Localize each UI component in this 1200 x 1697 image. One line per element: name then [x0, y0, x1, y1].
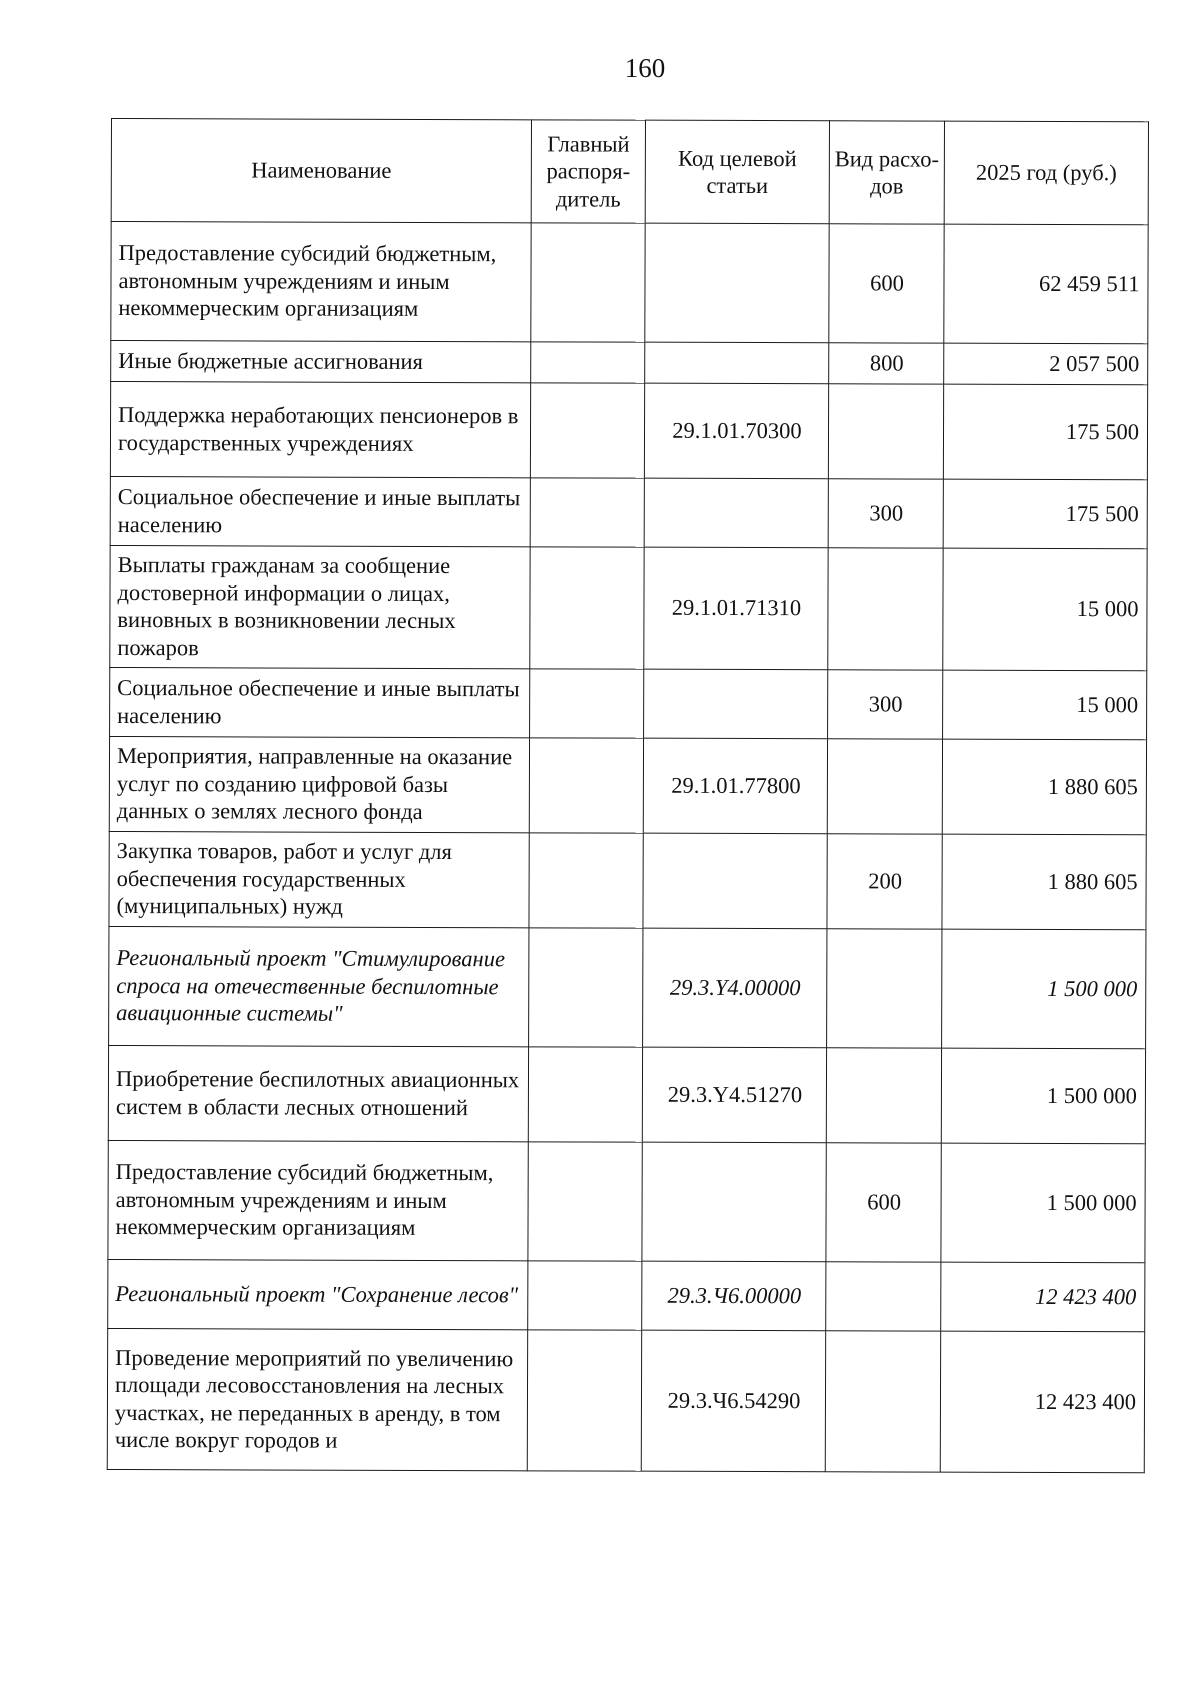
row-amount-cell: 15 000 — [943, 548, 1147, 671]
table-row — [109, 831, 1146, 929]
table-row — [108, 1045, 1145, 1143]
row-amount-cell: 12 423 400 — [940, 1331, 1144, 1473]
row-target-code-cell: 29.1.01.70300 — [644, 383, 828, 479]
row-expense-type-cell: 300 — [828, 479, 943, 548]
row-name-cell: Региональный проект "Сохранение лесов" — [108, 1259, 528, 1329]
row-name-cell: Приобретение беспилотных авиационных систем в области лесных отношений — [108, 1045, 528, 1141]
row-main-manager-cell — [531, 342, 645, 383]
table-row — [109, 736, 1146, 834]
table-row — [110, 382, 1147, 480]
table-row — [111, 222, 1148, 344]
row-target-code-cell — [642, 1142, 826, 1262]
row-amount-cell: 1 880 605 — [942, 739, 1146, 835]
table-row — [110, 476, 1147, 548]
row-amount-cell: 1 500 000 — [941, 1143, 1145, 1263]
row-target-code-cell — [645, 342, 829, 384]
row-amount-cell: 175 500 — [943, 384, 1147, 480]
header-main-manager: Главный распоря-дитель — [531, 120, 645, 223]
row-target-code-cell: 29.3.Y4.51270 — [642, 1047, 826, 1143]
row-amount-cell: 175 500 — [943, 479, 1147, 549]
row-target-code-cell — [643, 833, 827, 929]
budget-table — [107, 118, 1149, 1473]
row-expense-type-cell: 300 — [828, 670, 943, 739]
row-target-code-cell: 29.1.01.71310 — [644, 547, 828, 670]
row-amount-cell: 1 880 605 — [942, 834, 1146, 930]
row-target-code-cell: 29.3.Ч6.00000 — [642, 1261, 826, 1331]
row-main-manager-cell — [530, 547, 644, 669]
row-expense-type-cell — [827, 929, 942, 1048]
row-expense-type-cell — [828, 384, 943, 479]
table-row — [109, 926, 1146, 1048]
row-amount-cell: 15 000 — [943, 670, 1147, 740]
row-expense-type-cell: 600 — [829, 224, 944, 343]
row-main-manager-cell — [528, 1261, 642, 1330]
row-amount-cell: 2 057 500 — [944, 343, 1148, 385]
row-name-cell: Поддержка неработающих пенсионеров в государственных учреждениях — [110, 382, 530, 478]
header-amount-2025: 2025 год (руб.) — [944, 121, 1148, 225]
row-main-manager-cell — [529, 738, 643, 833]
row-target-code-cell: 29.3.Ч6.54290 — [641, 1330, 825, 1472]
header-target-code: Код целевой статьи — [645, 120, 829, 224]
row-target-code-cell: 29.3.Y4.00000 — [643, 928, 827, 1048]
table-header-row — [111, 119, 1148, 225]
header-name: Наименование — [111, 119, 531, 223]
row-main-manager-cell — [528, 1047, 642, 1142]
row-target-code-cell — [645, 223, 829, 343]
page-number: 160 — [624, 53, 666, 83]
row-target-code-cell — [644, 478, 828, 548]
row-name-cell: Региональный проект "Стимулирование спроса на отечественные беспилотные авиационные системы" — [109, 926, 529, 1046]
row-name-cell: Социальное обеспечение и иные выплаты населению — [110, 667, 530, 737]
row-main-manager-cell — [528, 1142, 642, 1261]
row-expense-type-cell: 600 — [826, 1143, 941, 1262]
row-expense-type-cell — [828, 548, 943, 670]
table-body — [107, 222, 1148, 1473]
row-target-code-cell — [644, 669, 828, 739]
row-name-cell: Предоставление субсидий бюджетным, автономным учреждениям и иным некоммерческим организациям — [111, 222, 531, 342]
header-expense-type: Вид расхо-дов — [829, 121, 944, 224]
row-expense-type-cell — [826, 1262, 941, 1331]
row-name-cell: Проведение мероприятий по увеличению площади лесовосстановления на лесных участках, не переданных в аренду, в том числе вокруг городов и — [107, 1328, 527, 1470]
row-expense-type-cell — [827, 739, 942, 834]
row-expense-type-cell: 800 — [829, 343, 944, 384]
row-target-code-cell: 29.1.01.77800 — [643, 738, 827, 834]
table-row — [111, 341, 1148, 385]
row-amount-cell: 1 500 000 — [941, 1048, 1145, 1144]
row-name-cell: Иные бюджетные ассигнования — [111, 341, 531, 383]
table-row — [107, 1328, 1144, 1472]
row-amount-cell: 1 500 000 — [942, 929, 1146, 1049]
row-main-manager-cell — [527, 1330, 641, 1471]
row-main-manager-cell — [531, 223, 645, 342]
table-row — [110, 545, 1147, 670]
row-main-manager-cell — [529, 928, 643, 1047]
row-main-manager-cell — [529, 833, 643, 928]
table-row — [108, 1140, 1145, 1262]
row-expense-type-cell: 200 — [827, 834, 942, 929]
row-amount-cell: 62 459 511 — [944, 224, 1148, 344]
row-expense-type-cell — [825, 1331, 940, 1472]
table-row — [108, 1259, 1145, 1331]
row-expense-type-cell — [826, 1048, 941, 1143]
row-amount-cell: 12 423 400 — [941, 1262, 1145, 1332]
row-name-cell: Социальное обеспечение и иные выплаты населению — [110, 476, 530, 546]
table-row — [110, 667, 1147, 739]
row-name-cell: Закупка товаров, работ и услуг для обеспечения государственных (муниципальных) нужд — [109, 831, 529, 927]
row-main-manager-cell — [530, 669, 644, 738]
row-name-cell: Выплаты гражданам за сообщение достоверной информации о лицах, виновных в возникновении лесных пожаров — [110, 545, 530, 668]
row-name-cell: Мероприятия, направленные на оказание услуг по созданию цифровой базы данных о землях лесного фонда — [109, 736, 529, 832]
row-name-cell: Предоставление субсидий бюджетным, автономным учреждениям и иным некоммерческим организациям — [108, 1140, 528, 1260]
row-main-manager-cell — [530, 478, 644, 547]
row-main-manager-cell — [530, 383, 644, 478]
